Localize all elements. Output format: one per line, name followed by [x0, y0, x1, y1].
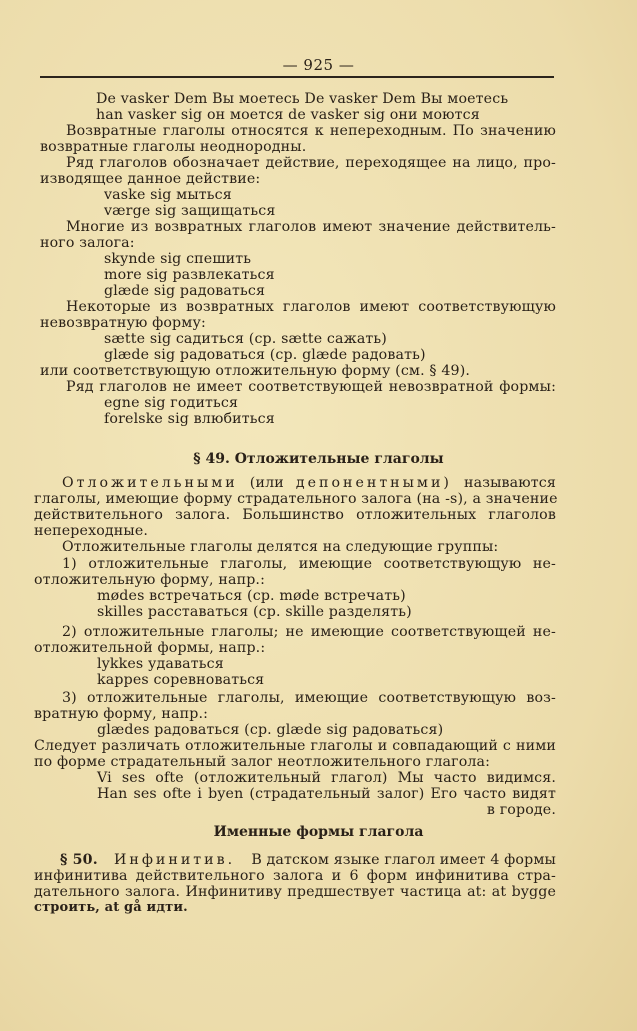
- text-line: непереходные.: [34, 523, 149, 539]
- text-line: 2) отложительные глаголы; не имеющие соответствующей не-: [62, 624, 556, 640]
- text-fragment: В датском языке глагол имеет 4 формы: [251, 852, 556, 868]
- text-line: ного залога:: [40, 235, 135, 251]
- text-line: egne sig годиться: [104, 395, 239, 411]
- text-fragment: (или: [249, 475, 284, 491]
- text-line: værge sig защищаться: [104, 203, 276, 219]
- text-line: строить, at gå идти.: [34, 900, 188, 915]
- page-number: — 925 —: [282, 56, 355, 74]
- text-line: невозвратную форму:: [40, 315, 206, 331]
- text-line: по форме страдательный залог неотложительного глагола:: [34, 754, 491, 770]
- text-line: Отложительные глаголы делятся на следующие группы:: [62, 539, 499, 555]
- header-rule: [40, 76, 554, 78]
- text-line: 3) отложительные глаголы, имеющие соответствующую воз-: [62, 690, 556, 706]
- text-line: glæde sig радоваться: [104, 283, 266, 299]
- text-line: [62, 475, 556, 491]
- text-line: skynde sig спешить: [104, 251, 252, 267]
- section-heading-49: § 49. Отложительные глаголы: [193, 451, 444, 467]
- section-number-50: § 50.: [60, 852, 98, 868]
- text-line: skilles расставаться (ср. skille разделять): [97, 604, 412, 620]
- text-line: lykkes удаваться: [97, 656, 224, 672]
- text-line: инфинитива действительного залога и 6 форм инфинитива стра-: [34, 868, 556, 884]
- text-line: 1) отложительные глаголы, имеющие соответствующую не-: [62, 556, 556, 572]
- text-line: или соответствующую отложительную форму (см. § 49).: [40, 363, 471, 379]
- text-line: отложительную форму, напр.:: [34, 572, 266, 588]
- text-line: глаголы, имеющие форму страдательного залога (на -s), а значение: [34, 491, 558, 507]
- text-line: forelske sig влюбиться: [104, 411, 275, 427]
- term-infinitiv: Инфинитив.: [114, 852, 236, 868]
- term-otlozhitelnymi: Отложительными: [62, 475, 238, 491]
- text-line: Han ses ofte i byen (страдательный залог) Его часто видят: [97, 786, 556, 802]
- text-line: mødes встречаться (ср. møde встречать): [97, 588, 406, 604]
- text-line: Vi ses ofte (отложительный глагол) Мы часто видимся.: [97, 770, 556, 786]
- text-line: Возвратные глаголы относятся к непереходным. По значению: [66, 123, 556, 139]
- text-line: glædes радоваться (ср. glæde sig радоваться): [97, 722, 444, 738]
- para-50-line-1: [60, 852, 556, 868]
- text-line: glæde sig радоваться (ср. glæde радовать): [104, 347, 426, 363]
- text-line: more sig развлекаться: [104, 267, 275, 283]
- text-line: sætte sig садиться (ср. sætte сажать): [104, 331, 387, 347]
- text-line: дательного залога. Инфинитиву предшествует частица at: at bygge: [34, 884, 556, 900]
- text-fragment: называются: [463, 475, 556, 491]
- text-line: Некоторые из возвратных глаголов имеют соответствующую: [66, 299, 556, 315]
- text-line: Многие из возвратных глаголов имеют значение действитель-: [66, 219, 556, 235]
- text-line: вратную форму, напр.:: [34, 706, 209, 722]
- text-line: De vasker Dem Вы моетесь De vasker Dem Вы моетесь: [96, 91, 509, 107]
- text-line: возвратные глаголы неоднородны.: [40, 139, 307, 155]
- text-line: vaske sig мыться: [104, 187, 232, 203]
- term-deponentnymi: депонентными): [295, 475, 452, 491]
- text-line: Ряд глаголов обозначает действие, переходящее на лицо, про-: [66, 155, 556, 171]
- text-line: отложительной формы, напр.:: [34, 640, 266, 656]
- text-line: Следует различать отложительные глаголы и совпадающий с ними: [34, 738, 556, 754]
- text-line: изводящее данное действие:: [40, 171, 261, 187]
- section-heading-nominal-forms: Именные формы глагола: [213, 824, 424, 840]
- text-line: han vasker sig он моется de vasker sig они моются: [96, 107, 480, 123]
- text-line: действительного залога. Большинство отложительных глаголов: [34, 507, 556, 523]
- text-line: Ряд глаголов не имеет соответствующей невозвратной формы:: [66, 379, 556, 395]
- text-line: kappes соревноваться: [97, 672, 265, 688]
- text-line: в городе.: [486, 802, 556, 818]
